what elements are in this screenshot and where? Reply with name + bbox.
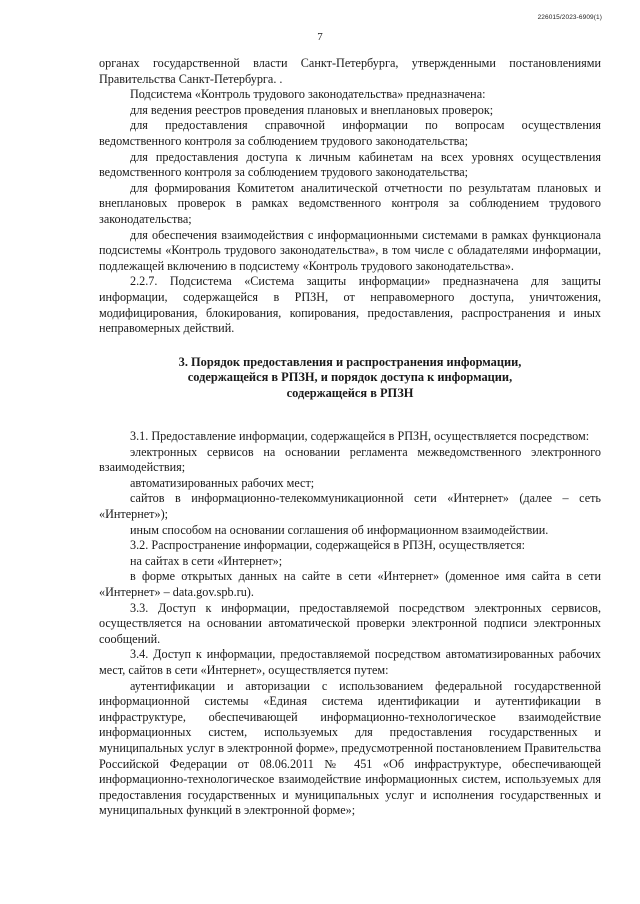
paragraphs-section-3: [99, 429, 601, 819]
paragraph: органах государственной власти Санкт-Петербурга, утвержденными постановлениями Правительства Санкт-Петербурга. .: [99, 56, 601, 86]
paragraph: для предоставления доступа к личным кабинетам на всех уровнях осуществления ведомственного контроля за соблюдением трудового законодательства;: [99, 149, 601, 180]
paragraph: 3.1. Предоставление информации, содержащейся в РПЗН, осуществляется посредством:: [130, 429, 590, 444]
paragraph: в форме открытых данных на сайте в сети «Интернет» (доменное имя сайта в сети «Интернет» – data.gov.spb.ru).: [99, 569, 601, 600]
paragraph: 3.2. Распространение информации, содержащейся в РПЗН, осуществляется:: [130, 538, 525, 553]
document-registration-number: 226015/2023-6909(1): [537, 14, 602, 21]
paragraphs-before-section: [99, 56, 601, 337]
paragraph: для формирования Комитетом аналитической отчетности по результатам плановых и внеплановых проверок в рамках ведомственного контроля за соблюдением трудового законодательства;: [99, 180, 601, 226]
paragraph: 3.4. Доступ к информации, предоставляемой посредством автоматизированных рабочих мест, сайтов в сети «Интернет», осуществляется путем:: [99, 647, 601, 677]
paragraph: для предоставления справочной информации по вопросам осуществления ведомственного контроля за соблюдением трудового законодательства;: [99, 118, 601, 148]
section-heading-line: содержащейся в РПЗН: [286, 386, 414, 401]
page-number: 7: [317, 31, 323, 43]
section-heading-line: 3. Порядок предоставления и распространения информации,: [178, 354, 522, 369]
paragraph: 2.2.7. Подсистема «Система защиты информации» предназначена для защиты информации, содержащейся в РПЗН, от неправомерного доступа, уничтожения, модифицирования, блокирования, копирования, предоставления, распространения и иных неправомерных действий.: [99, 274, 601, 336]
document-body: [99, 56, 601, 819]
paragraph: автоматизированных рабочих мест;: [130, 475, 315, 490]
section-heading-line: содержащейся в РПЗН, и порядок доступа к информации,: [187, 370, 513, 385]
section-3-heading: [99, 355, 601, 402]
paragraph: для ведения реестров проведения плановых и внеплановых проверок;: [130, 102, 494, 117]
paragraph: на сайтах в сети «Интернет»;: [130, 553, 283, 568]
paragraph: аутентификации и авторизации с использованием федеральной государственной информационной системы «Единая система идентификации и аутентификации в инфраструктуре, обеспечивающей информационно-технологическое взаимодействие информационных систем, используемых для предоставления государственных и муниципальных услуг в электронной форме», предусмотренной постановлением Правительства Российской Федерации от 08.06.2011 № 451 «Об инфраструктуре, обеспечивающей информационно-технологическое взаимодействие информационных систем, используемых для предоставления государственных и муниципальных услуг и исполнения государственных и муниципальных функций в электронной форме»;: [99, 678, 601, 818]
paragraph: электронных сервисов на основании регламента межведомственного электронного взаимодействия;: [99, 444, 601, 475]
paragraph: для обеспечения взаимодействия с информационными системами в рамках функционала подсистемы «Контроль трудового законодательства», в том числе с обладателями информации, подлежащей включению в подсистему «Контроль трудового законодательства».: [99, 227, 601, 273]
paragraph: Подсистема «Контроль трудового законодательства» предназначена:: [130, 87, 486, 102]
paragraph: сайтов в информационно-телекоммуникационной сети «Интернет» (далее – сеть «Интернет»);: [99, 491, 601, 522]
paragraph: 3.3. Доступ к информации, предоставляемой посредством электронных сервисов, осуществляется на основании автоматической проверки электронной подписи электронных сообщений.: [99, 600, 601, 646]
paragraph: иным способом на основании соглашения об информационном взаимодействии.: [130, 522, 549, 537]
